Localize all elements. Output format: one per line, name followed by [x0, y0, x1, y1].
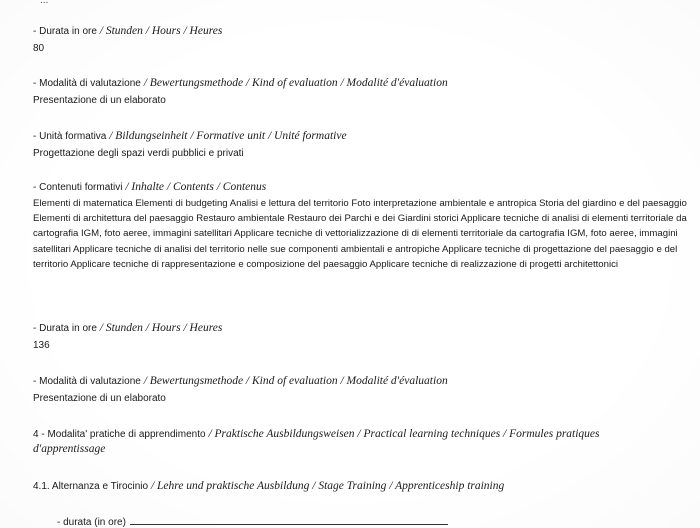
- formative-unit-label: - Unità formativa / Bildungseinheit / Formative unit / Unité formative: [33, 130, 347, 142]
- duration-value: 80: [33, 43, 45, 54]
- duration-label: - Durata in ore / Stunden / Hours / Heures: [33, 322, 223, 334]
- section-4-title: 4 - Modalita' pratiche di apprendimento: [33, 429, 206, 440]
- duration-block-2: [33, 321, 694, 353]
- formative-unit-value: Progettazione degli spazi verdi pubblici e privati: [33, 148, 244, 159]
- durata-label: - durata (in ore): [57, 517, 126, 528]
- evaluation-label: - Modalità di valutazione / Bewertungsmethode / Kind of evaluation / Modalité d'évaluation: [33, 77, 448, 89]
- contents-paragraph: Elementi di matematica Elementi di budgeting Analisi e lettura del territorio Foto interpretazione ambientale e antropica Storia del giardino e del paesaggio Elementi di architettura del paesaggio Restauro ambientale Restauro dei Parchi e dei Giardini storici Applicare tecniche di analisi di elementi territoriale da cartografia IGM, foto aeree, immagini satellitari Applicare tecniche di vettorializzazione di di elementi territoriale da cartografia IGM, foto aeree, immagini satellitari Applicare tecniche di analisi del territorio nelle sue componenti ambientali e antropiche Applicare tecniche di progettazione del paesaggio e del territorio Applicare tecniche di rappresentazione e composizione del paesaggio Applicare tecniche di realizzazione di progetti architettonici: [33, 198, 687, 270]
- contents-block: [33, 180, 694, 272]
- durata-blank-field[interactable]: [130, 515, 448, 525]
- section-4-1-heading: [33, 479, 694, 494]
- duration-label: - Durata in ore / Stunden / Hours / Heures: [33, 25, 223, 37]
- section-4-1-title: 4.1. Alternanza e Tirocinio: [33, 481, 149, 492]
- section-4-heading: [33, 427, 672, 457]
- evaluation-value: Presentazione di un elaborato: [33, 393, 166, 404]
- cut-off-top-text: [0, 0, 700, 7]
- evaluation-value: Presentazione di un elaborato: [33, 95, 166, 106]
- cut-off-text-fragment: ...: [40, 0, 49, 6]
- durata-fill-line: [57, 515, 448, 528]
- section-4-1-title-translations: / Lehre und praktische Ausbildung / Stage Training / Apprenticeship training: [148, 480, 505, 492]
- evaluation-block-1: [33, 76, 694, 108]
- contents-label: - Contenuti formativi / Inhalte / Contents / Contenus: [33, 181, 267, 193]
- duration-value: 136: [33, 340, 50, 351]
- duration-block-1: [33, 24, 694, 56]
- section-4-title-translations: / Praktische Ausbildungsweisen / Practical learning techniques / Formules pratiques d'apprentissage: [33, 428, 600, 455]
- evaluation-block-2: [33, 374, 694, 406]
- formative-unit-block: [33, 129, 694, 161]
- evaluation-label: - Modalità di valutazione / Bewertungsmethode / Kind of evaluation / Modalité d'évaluation: [33, 375, 448, 387]
